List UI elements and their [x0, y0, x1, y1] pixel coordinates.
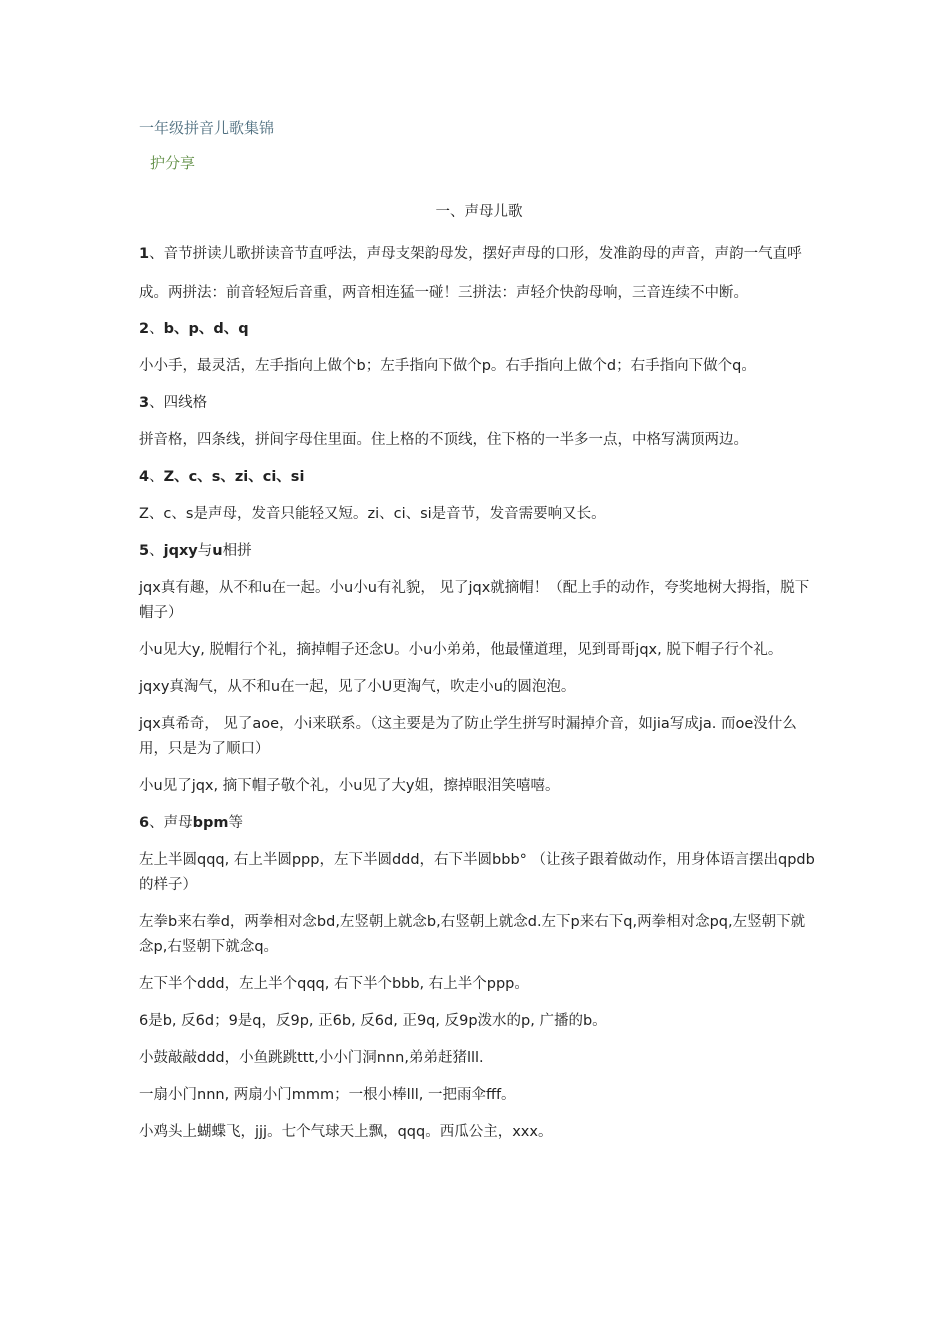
- item-separator: 、: [149, 321, 164, 337]
- item-3-heading: [139, 391, 819, 416]
- item-4-body: Z、c、s是声母，发音只能轻又短。zi、ci、si是音节，发音需要响又长。: [139, 506, 606, 522]
- document-body: [139, 200, 819, 1157]
- item-title-tail: 等: [228, 815, 243, 831]
- section-heading: 一、声母儿歌: [435, 204, 523, 220]
- item-6-body-5: 小鼓敲敲ddd，小鱼跳跳ttt,小小门洞nnn,弟弟赶猪lll.: [139, 1050, 484, 1066]
- item-number: 6: [139, 815, 150, 831]
- item-title-tail: 相拼: [222, 543, 252, 559]
- item-separator: 、: [149, 246, 164, 262]
- item-5-body-5: 小u见了jqx, 摘下帽子敬个礼，小u见了大y姐，擦掉眼泪笑嘻嘻。: [139, 778, 560, 794]
- item-2-body: 小小手，最灵活，左手指向上做个b；左手指向下做个p。右手指向上做个d；右手指向下做个q。: [139, 358, 756, 374]
- item-5-body-3: jqxy真淘气，从不和u在一起，见了小U更淘气，吹走小u的圆泡泡。: [139, 679, 576, 695]
- item-title-bold: bpm: [192, 815, 229, 831]
- item-5-body-1: jqx真有趣，从不和u在一起。小u小u有礼貌， 见了jqx就摘帽！（配上手的动作，夸奖地树大拇指，脱下帽子）: [139, 580, 810, 621]
- item-body: 音节拼读儿歌拼读音节直呼法，声母支架韵母发，摆好声母的口形，发准韵母的声音，声韵一气直呼成。两拼法：前音轻短后音重，两音相连猛一碰！三拼法：声轻介快韵母响，三音连续不中断。: [139, 246, 802, 301]
- item-separator: 、: [149, 815, 164, 831]
- item-6-body-6: 一扇小门nnn, 两扇小门mmm；一根小棒lll, 一把雨伞fff。: [139, 1087, 516, 1103]
- item-5-body-4: jqx真希奇， 见了aoe，小i来联系。（这主要是为了防止学生拼写时漏掉介音，如jia写成ja. 而oe没什么用，只是为了顺口）: [139, 716, 797, 757]
- item-separator: 、: [149, 469, 164, 485]
- item-1-paragraph: [139, 235, 819, 313]
- document-title: 一年级拼音儿歌集锦: [139, 119, 275, 137]
- item-number: 4: [139, 469, 150, 485]
- item-title: b、p、d、q: [163, 321, 249, 337]
- item-title: Z、c、s、zi、ci、si: [163, 469, 305, 485]
- item-6-body-3: 左下半个ddd，左上半个qqq, 右下半个bbb, 右上半个ppp。: [139, 976, 529, 992]
- item-6-body-2: 左拳b来右拳d，两拳相对念bd,左竖朝上就念b,右竖朝上就念d.左下p来右下q,两拳相对念pq,左竖朝下就念p,右竖朝下就念q。: [139, 914, 806, 955]
- item-title: 四线格: [163, 395, 208, 411]
- item-title: jqxy: [163, 543, 198, 559]
- item-4-heading: [139, 465, 819, 490]
- item-separator: 、: [149, 543, 164, 559]
- item-6-body-7: 小鸡头上蝴蝶飞，jjj。七个气球天上飘，qqq。西瓜公主，xxx。: [139, 1124, 553, 1140]
- item-5-heading: [139, 539, 819, 564]
- item-6-body-1: 左上半圆qqq, 右上半圆ppp，左下半圆ddd，右下半圆bbb° （让孩子跟着做动作，用身体语言摆出qpdb的样子）: [139, 852, 815, 893]
- item-2-heading: [139, 317, 819, 342]
- item-6-body-4: 6是b, 反6d；9是q，反9p, 正6b, 反6d, 正9q, 反9p泼水的p, 广播的b。: [139, 1013, 607, 1029]
- item-separator: 、: [149, 395, 164, 411]
- item-number: 3: [139, 395, 150, 411]
- item-5-body-2: 小u见大y, 脱帽行个礼，摘掉帽子还念U。小u小弟弟，他最懂道理，见到哥哥jqx, 脱下帽子行个礼。: [139, 642, 783, 658]
- item-6-heading: [139, 811, 819, 836]
- item-title: 声母: [163, 815, 193, 831]
- item-title-end: u: [212, 543, 223, 559]
- item-number: 1: [139, 246, 150, 262]
- item-number: 2: [139, 321, 150, 337]
- item-title-mid: 与: [197, 543, 213, 559]
- item-3-body: 拼音格，四条线，拼间字母住里面。住上格的不顶线，住下格的一半多一点，中格写满顶两边。: [139, 432, 748, 448]
- document-subtitle: 护分享: [150, 154, 196, 172]
- item-number: 5: [139, 543, 150, 559]
